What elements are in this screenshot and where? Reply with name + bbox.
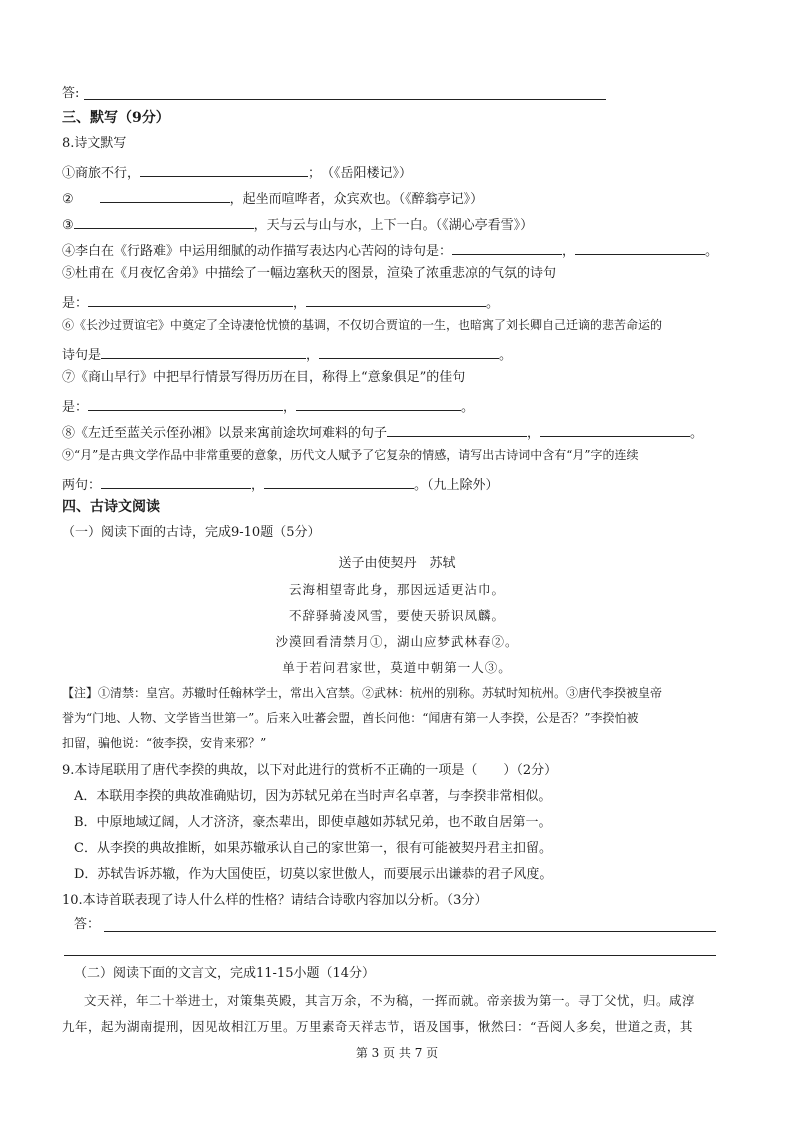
q8-item-1: ①商旅不行， ；（《岳阳楼记》）	[62, 162, 412, 182]
blank-3[interactable]	[74, 214, 254, 229]
q9-option-a[interactable]: A．本联用李揆的典故准确贴切，因为苏轼兄弟在当时声名卓著，与李揆非常相似。	[74, 789, 552, 804]
blank-9b[interactable]	[264, 474, 414, 489]
blank-6a[interactable]	[101, 344, 306, 359]
poem-line-4: 单于若问君家世，莫道中朝第一人③。	[282, 660, 512, 675]
poem-note-3: 扣留，骗他说：“彼李揆，安肯来邪？”	[62, 736, 267, 750]
blank-4a[interactable]	[452, 240, 562, 255]
q8-title: 8.诗文默写	[62, 136, 127, 151]
page-footer: 第 3 页 共 7 页	[355, 1046, 439, 1060]
part1-instruction: （一）阅读下面的古诗，完成9-10题（5分）	[62, 525, 321, 540]
answer-label-top: 答:	[62, 86, 80, 101]
q9-option-d[interactable]: D．苏轼告诉苏辙，作为大国使臣，切莫以家世傲人，而要展示出谦恭的君子风度。	[74, 867, 553, 882]
prose-line-1: 文天祥，年二十举进士，对策集英殿，其言万余，不为稿，一挥而就。帝亲拔为第一。寻丁父忧，归。咸淳	[84, 993, 696, 1008]
q9-option-c[interactable]: C．从李揆的典故推断，如果苏辙承认自己的家世第一，很有可能被契丹君主扣留。	[74, 841, 552, 856]
q10-answer-line-2[interactable]	[64, 955, 716, 956]
poem-note-1: 【注】①清禁：皇宫。苏辙时任翰林学士，常出入宫禁。②武林：杭州的别称。苏轼时知杭州。③唐代李揆被皇帝	[62, 686, 663, 700]
part2-instruction: （二）阅读下面的文言文，完成11-15小题（14分）	[74, 966, 376, 981]
poem-line-3: 沙漠回看清禁月①，湖山应梦武林春②。	[275, 634, 519, 649]
blank-6b[interactable]	[319, 344, 499, 359]
q8-item-7: ⑦《商山早行》中把早行情景写得历历在目，称得上“意象俱足”的佳句	[62, 370, 466, 385]
q10-stem: 10.本诗首联表现了诗人什么样的性格？请结合诗歌内容加以分析。（3分）	[62, 893, 488, 908]
blank-5b[interactable]	[306, 292, 486, 307]
poem-note-2: 誉为“门地、人物、文学皆当世第一”。后来入吐蕃会盟，酋长问他：“闻唐有第一人李揆，公是否？”李揆怕被	[62, 711, 639, 725]
q9-option-b[interactable]: B．中原地域辽阔，人才济济，豪杰辈出，即使卓越如苏轼兄弟，也不敢自居第一。	[74, 815, 552, 830]
poem-line-1: 云海相望寄此身，那因远适更沾巾。	[288, 582, 505, 597]
q8-item-4: ④李白在《行路难》中运用细腻的动作描写表达内心苦闷的诗句是： ， 。	[62, 240, 718, 260]
blank-8a[interactable]	[387, 422, 527, 437]
q8-item-6-answer: 诗句是 ， 。	[62, 344, 512, 364]
blank-1[interactable]	[140, 162, 308, 177]
q8-item-8: ⑧《左迁至蓝关示侄孙湘》以景来寓前途坎坷难料的句子 ， 。	[62, 422, 703, 442]
blank-4b[interactable]	[575, 240, 705, 255]
blank-2[interactable]	[100, 188, 230, 203]
q8-item-5-answer: 是： ， 。	[62, 292, 499, 312]
q8-item-3: ③ ，天与云与山与水，上下一白。（《湖心亭看雪》）	[62, 214, 533, 234]
q10-answer-line-1[interactable]	[104, 931, 716, 932]
answer-line-top	[84, 99, 606, 100]
q8-item-9-answer: 两句： ， 。（九上除外）	[62, 474, 499, 494]
section3-title: 三、默写（9分）	[62, 110, 170, 126]
q8-item-9: ⑨“月”是古典文学作品中非常重要的意象，历代文人赋予了它复杂的情感，请写出古诗词中含有“月”字的连续	[62, 448, 639, 462]
q8-item-5: ⑤杜甫在《月夜忆舍弟》中描绘了一幅边塞秋天的图景，渲染了浓重悲凉的气氛的诗句	[62, 266, 557, 281]
poem-line-2: 不辞驿骑凌风雪，要使天骄识凤麟。	[288, 608, 505, 623]
q8-item-6: ⑥《长沙过贾谊宅》中奠定了全诗凄怆忧愤的基调，不仅切合贾谊的一生，也暗寓了刘长卿自己迁谪的悲苦命运的	[62, 318, 663, 332]
blank-5a[interactable]	[88, 292, 293, 307]
section4-title: 四、古诗文阅读	[62, 499, 160, 515]
prose-line-2: 九年，起为湖南提刑，因见故相江万里。万里素奇天祥志节，语及国事，愀然曰：“吾阅人多矣，世道之责，其	[62, 1019, 693, 1034]
q9-stem: 9.本诗尾联用了唐代李揆的典故，以下对此进行的赏析不正确的一项是（ ）（2分）	[62, 763, 558, 778]
blank-7a[interactable]	[88, 396, 283, 411]
q10-answer-label: 答：	[74, 917, 101, 932]
blank-8b[interactable]	[540, 422, 690, 437]
q8-item-2: ② ，起坐而喧哗者，众宾欢也。（《醉翁亭记》）	[62, 188, 483, 208]
blank-9a[interactable]	[101, 474, 251, 489]
q8-item-7-answer: 是： ， 。	[62, 396, 474, 416]
poem-title: 送子由使契丹 苏轼	[338, 556, 456, 571]
blank-7b[interactable]	[296, 396, 461, 411]
